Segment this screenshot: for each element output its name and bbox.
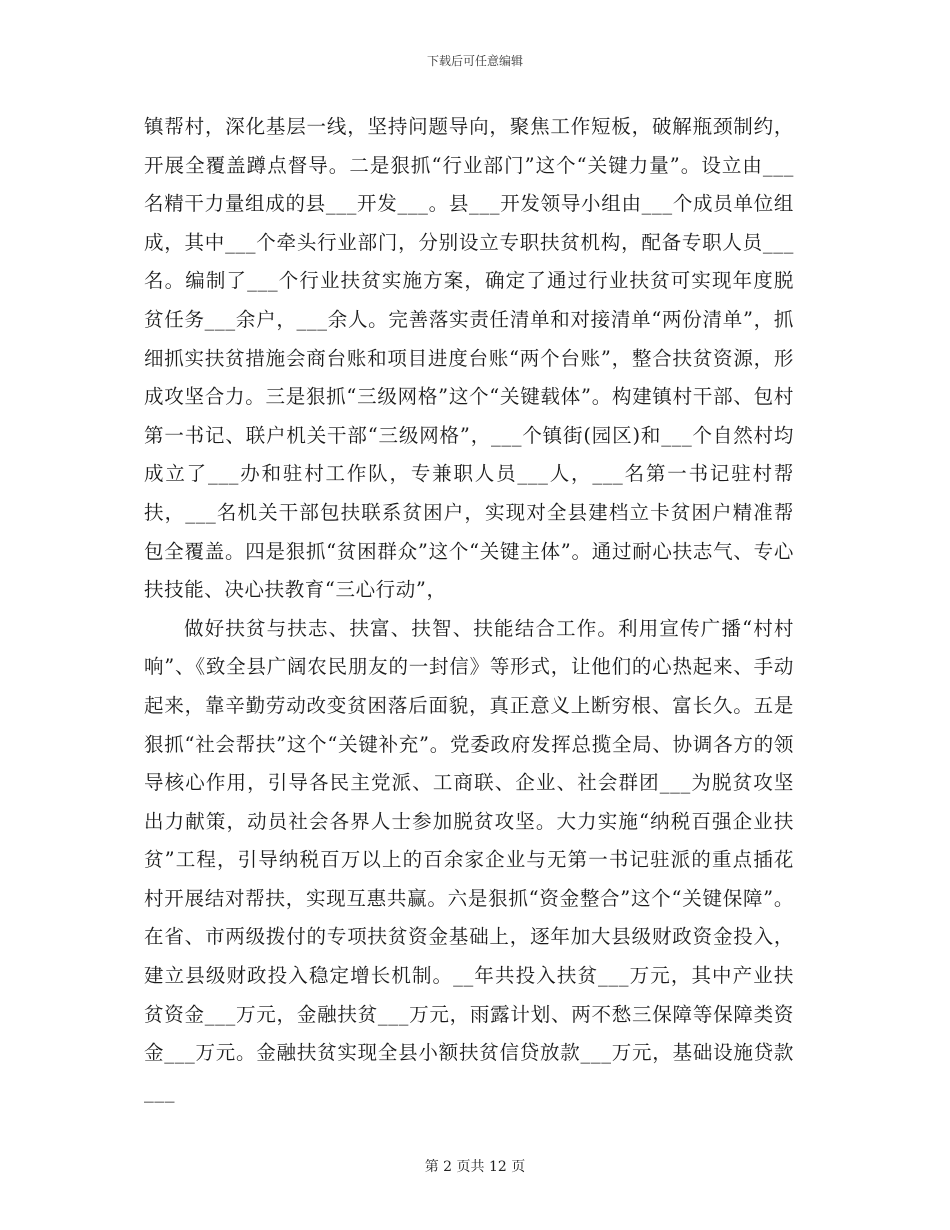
document-body [144, 108, 794, 1111]
paragraph-1: 镇帮村，深化基层一线，坚持问题导向，聚焦工作短板，破解瓶颈制约，开展全覆盖蹲点督导。二是狠抓“行业部门”这个“关键力量”。设立由___名精干力量组成的县___开发___。县___开发领导小组由___个成员单位组成，其中___个牵头行业部门，分别设立专职扶贫机构，配备专职人员___名。编制了___个行业扶贫实施方案，确定了通过行业扶贫可实现年度脱贫任务___余户，___余人。完善落实责任清单和对接清单“两份清单”，抓细抓实扶贫措施会商台账和项目进度台账“两个台账”，整合扶贫资源，形成攻坚合力。三是狠抓“三级网格”这个“关键载体”。构建镇村干部、包村第一书记、联户机关干部“三级网格”，___个镇街(园区)和___个自然村均成立了___办和驻村工作队，专兼职人员___人，___名第一书记驻村帮扶，___名机关干部包扶联系贫困户，实现对全县建档立卡贫困户精准帮包全覆盖。四是狠抓“贫困群众”这个“关键主体”。通过耐心扶志气、专心扶技能、决心扶教育“三心行动”， [144, 115, 794, 602]
page-footer: 第 2 页共 12 页 [424, 1159, 526, 1175]
paragraph-2: 做好扶贫与扶志、扶富、扶智、扶能结合工作。利用宣传广播“村村响”、《致全县广阔农民朋友的一封信》等形式，让他们的心热起来、手动起来，靠辛勤劳动改变贫困落后面貌，真正意义上断穷根、富长久。五是狠抓“社会帮扶”这个“关键补充”。党委政府发挥总揽全局、协调各方的领导核心作用，引导各民主党派、工商联、企业、社会群团___为脱贫攻坚出力献策，动员社会各界人士参加脱贫攻坚。大力实施“纳税百强企业扶贫”工程，引导纳税百万以上的百余家企业与无第一书记驻派的重点插花村开展结对帮扶，实现互惠共赢。六是狠抓“资金整合”这个“关键保障”。在省、市两级拨付的专项扶贫资金基础上，逐年加大县级财政资金投入，建立县级财政投入稳定增长机制。__年共投入扶贫___万元，其中产业扶贫资金___万元，金融扶贫___万元，雨露计划、两不愁三保障等保障类资金___万元。金融扶贫实现全县小额扶贫信贷放款___万元，基础设施贷款___ [144, 616, 794, 1103]
page-header: 下载后可任意编辑 [426, 54, 523, 68]
